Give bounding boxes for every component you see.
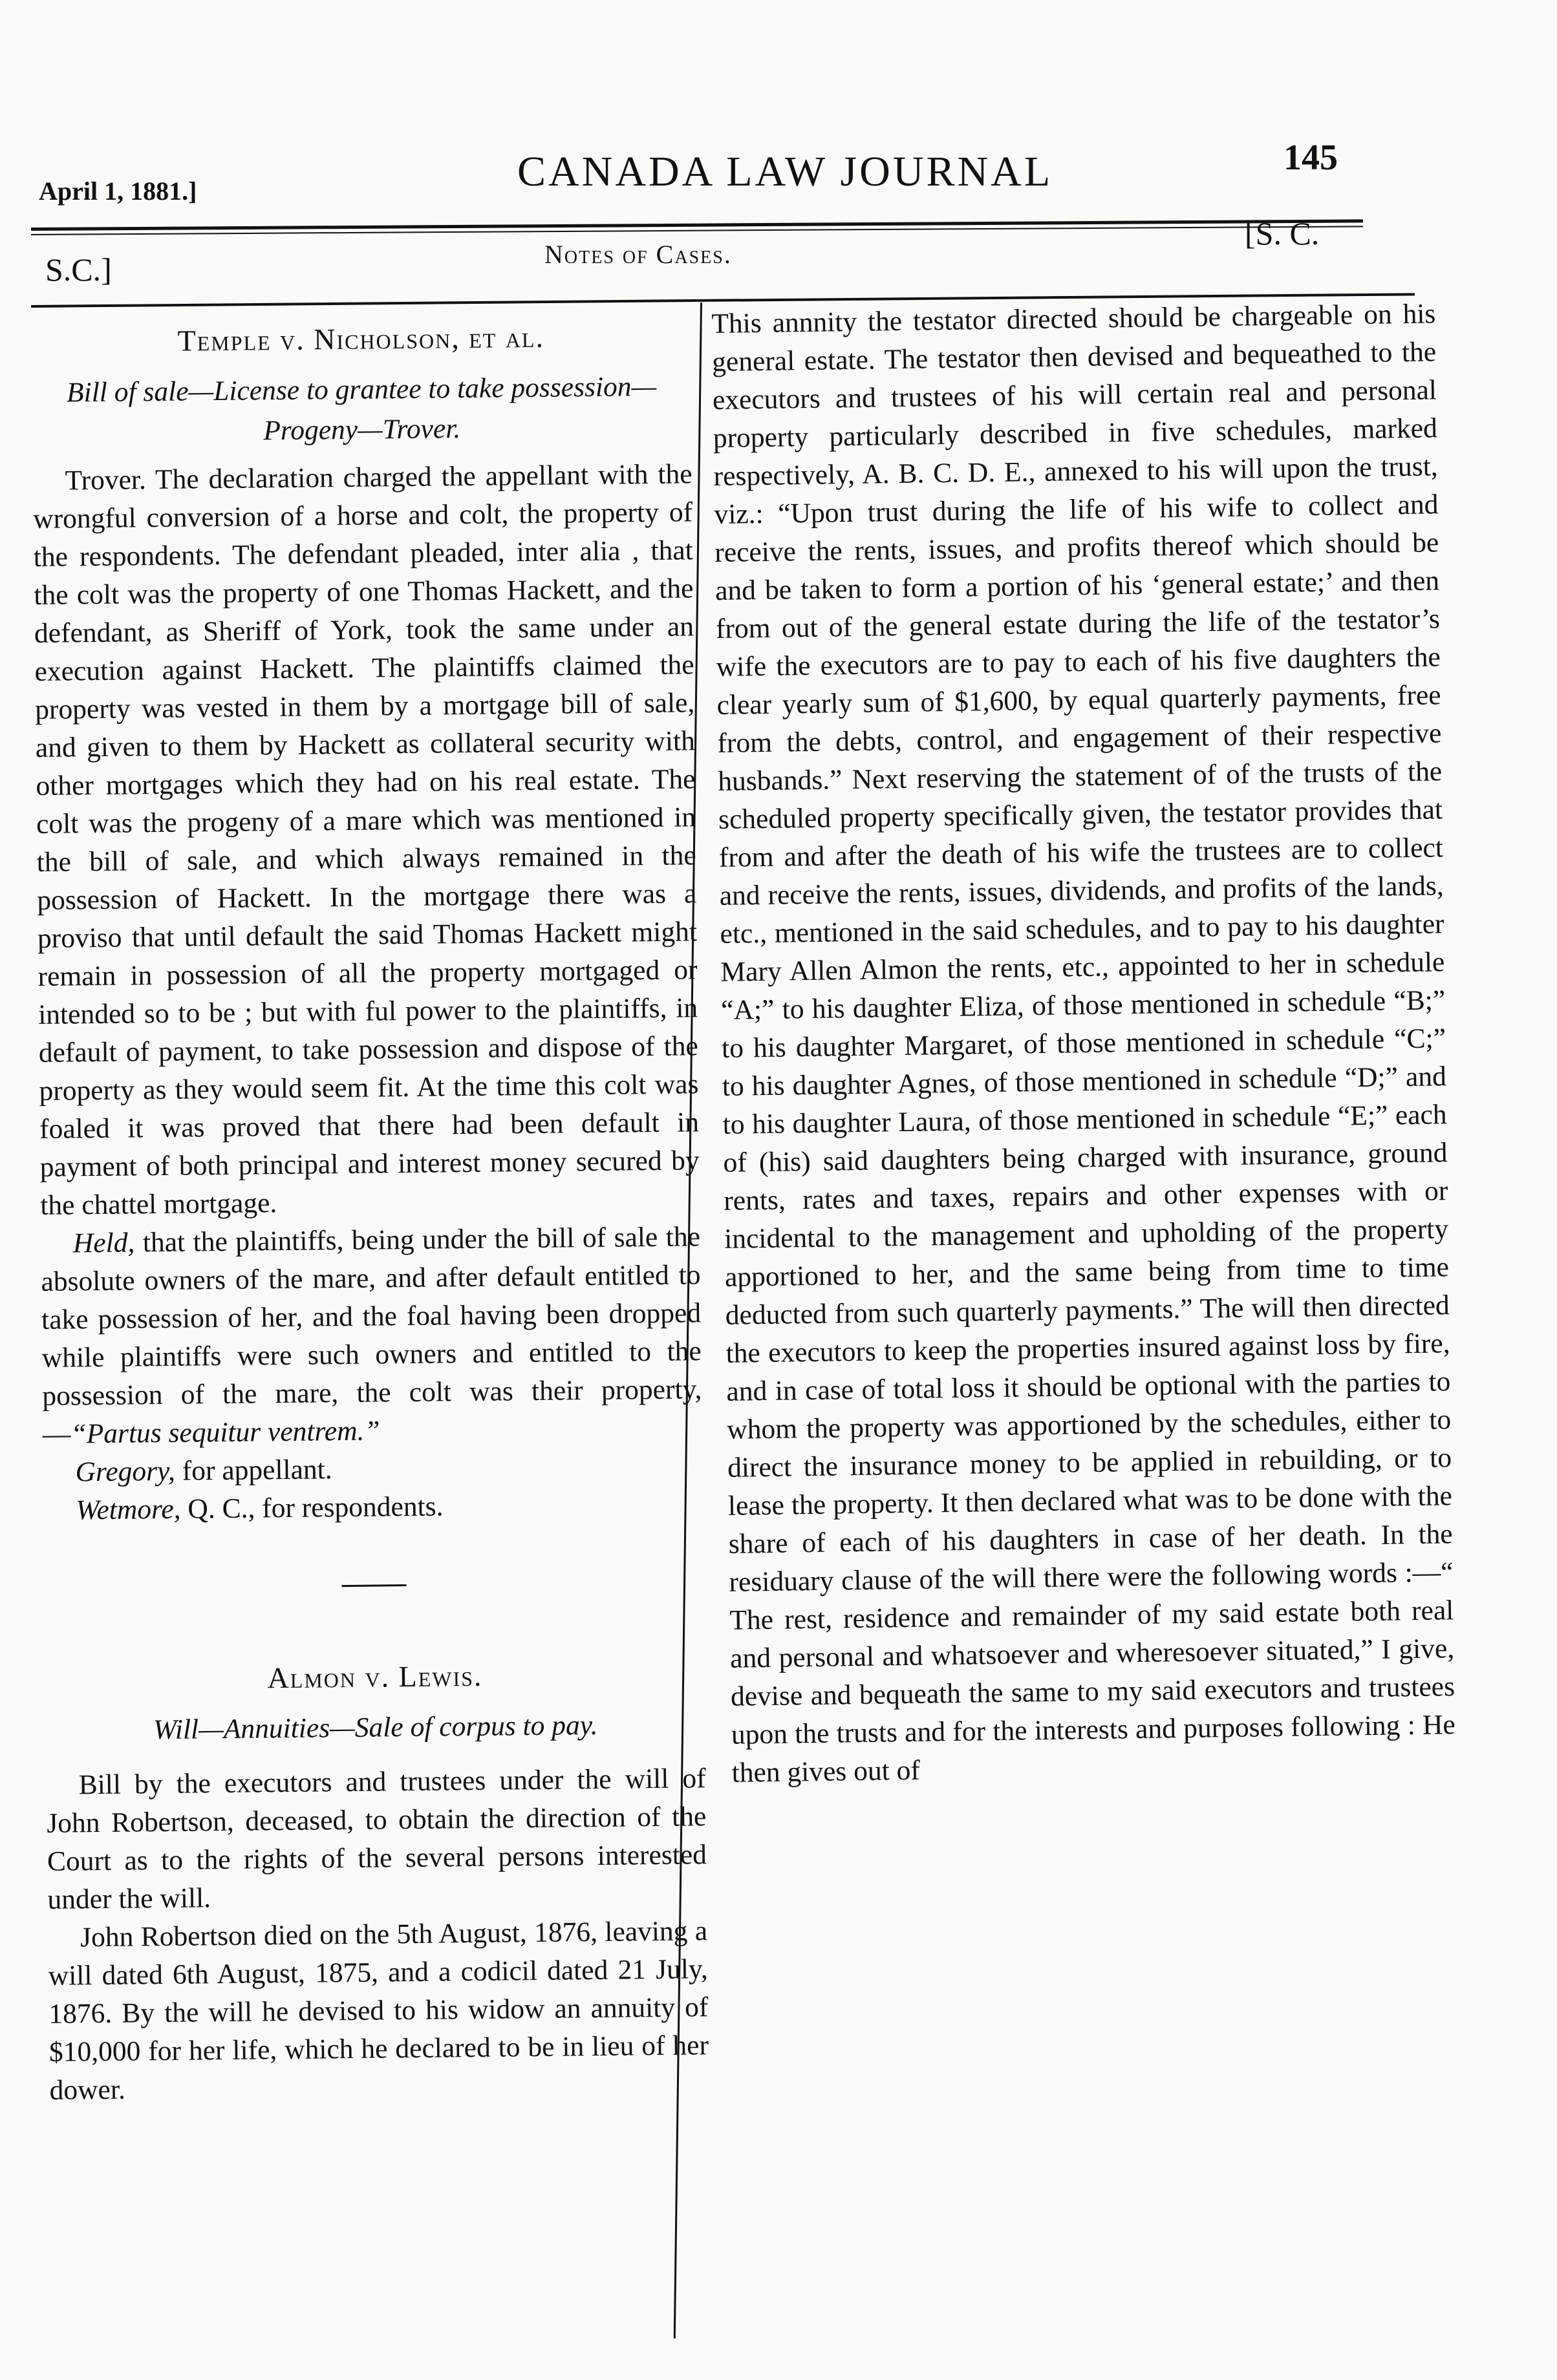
page-number: 145 <box>1283 138 1338 178</box>
counsel-respondents <box>43 1485 703 1530</box>
header-rule-thick <box>31 219 1363 231</box>
case-continuation: This annnity the testator directed should be chargeable on his general estate. The testator then devised and bequeathed to the executors and trustees of his will certain real and personal property particularly described in five schedules, marked respectively, A. B. C. D. E., annexed to his will upon the trust, viz.: “Upon trust during the life of his wife to collect and receive the rents, issues, and profits thereof which should be and be taken to form a portion of his ‘general estate;’ and then from out of the general estate during the life of the testator’s wife the executors are to pay to each of his five daughters the clear yearly sum of $1,600, by equal quarterly payments, free from the debts, control, and engagement of their respective husbands.” Next reserving the statement of of the trusts of the scheduled property specifically given, the testator provides that from and after the death of his wife the trustees are to collect and receive the rents, issues, dividends, and profits of the lands, etc., mentioned in the said schedules, and to pay to his daughter Mary Allen Almon the rents, etc., appointed to her in schedule “A;” to his daughter Eliza, of those mentioned in schedule “B;” to his daughter Margaret, of those mentioned in schedule “C;” to his daughter Agnes, of those mentioned in schedule “D;” and to his daughter Laura, of those mentioned in schedule “E;” each of (his) said daughters being charged with insurance, ground rents, rates and taxes, repairs and other expenses with or incidental to the management and upholding of the property apportioned to her, and the same being from time to time deducted from such quarterly payments.” The will then directed the executors to keep the properties insured against loss by fire, and in case of total loss it should be optional with the parties to whom the property was apportioned by the schedules, either to direct the insurance money to be applied in rebuilding, or to lease the property. It then declared what was to be done with the share of each of his daughters in case of her death. In the residuary clause of the will there were the following words :—“ The rest, residence and remainder of my said estate both real and personal and whatsoever and wheresoever situated,” I give, devise and bequeath the same to my said executors and trustees upon the trusts and for the interests and purposes following : He then gives out of <box>711 298 1456 1789</box>
case-paragraph: John Robertson died on the 5th August, 1876, leaving a will dated 6th August, 1875, and a codicil dated 21 July, 1876. By the will he devised to his widow an annuity of $10,000 for her life, which he declared to be in lieu of her dower. <box>48 1915 709 2106</box>
held-word: Held, <box>72 1227 135 1259</box>
section-label-right: [S. C. <box>1245 215 1320 251</box>
case-divider <box>341 1584 406 1587</box>
case-title: Temple v. Nicholson, et al. <box>177 320 545 357</box>
case-subtitle: Bill of sale—License to grantee to take possession—Progeny—Trover. <box>66 370 657 447</box>
section-label-left: S.C.] <box>45 251 112 288</box>
counsel-appellant <box>43 1447 703 1492</box>
holding-paragraph <box>41 1218 703 1454</box>
case-body: Trover. The declaration charged the appellant with the wrongful conversion of a horse and colt, the property of the respondents. The defendant pleaded, inter alia , that the colt was the property of one Thomas Hackett, and the defendant, as Sheriff of York, took the same under an execution against Hackett. The plaintiffs claimed the property was vested in them by a mortgage bill of sale, and given to them by Hackett as collateral security with other mortgages which they had on his real estate. The colt was the progeny of a mare which was mentioned in the bill of sale, and which always remained in the possession of Hackett. In the mortgage there was a proviso that until default the said Thomas Hackett might remain in possession of all the property mortgaged or intended so to be ; but with ful power to the plaintiffs, in default of payment, to take possession and dispose of the property as they would seem fit. At the time this colt was foaled it was proved that there had been default in payment of both principal and interest money secured by the chattel mortgage. <box>32 458 700 1221</box>
counsel-role: Q. C., for respondents. <box>188 1491 444 1525</box>
holding-text: that the plaintiffs, being under the bill of sale the absolute owners of the mare, and after default entitled to take possession of her, and the foal having been dropped while plaintiffs were such owners and entitled to the possession of the mare, the colt was their property,— <box>41 1221 702 1450</box>
journal-title: CANADA LAW JOURNAL <box>517 148 1053 195</box>
section-heading: Notes of Cases. <box>544 240 732 269</box>
counsel-name: Gregory, <box>75 1455 176 1488</box>
case-paragraph: Bill by the executors and trustees under the will of John Robertson, deceased, to obtain the direction of the Court as to the rights of the several persons interested under the will. <box>47 1763 707 1915</box>
counsel-role: for appellant. <box>182 1454 332 1487</box>
case-subtitle: Will—Annuities—Sale of corpus to pay. <box>153 1709 598 1746</box>
left-column <box>31 316 709 2110</box>
right-column <box>711 295 1456 1792</box>
legal-maxim: “Partus sequitur ventrem.” <box>70 1415 380 1450</box>
header-date: April 1, 1881.] <box>39 176 197 206</box>
counsel-name: Wetmore, <box>75 1493 181 1526</box>
case-title: Almon v. Lewis. <box>267 1659 483 1695</box>
